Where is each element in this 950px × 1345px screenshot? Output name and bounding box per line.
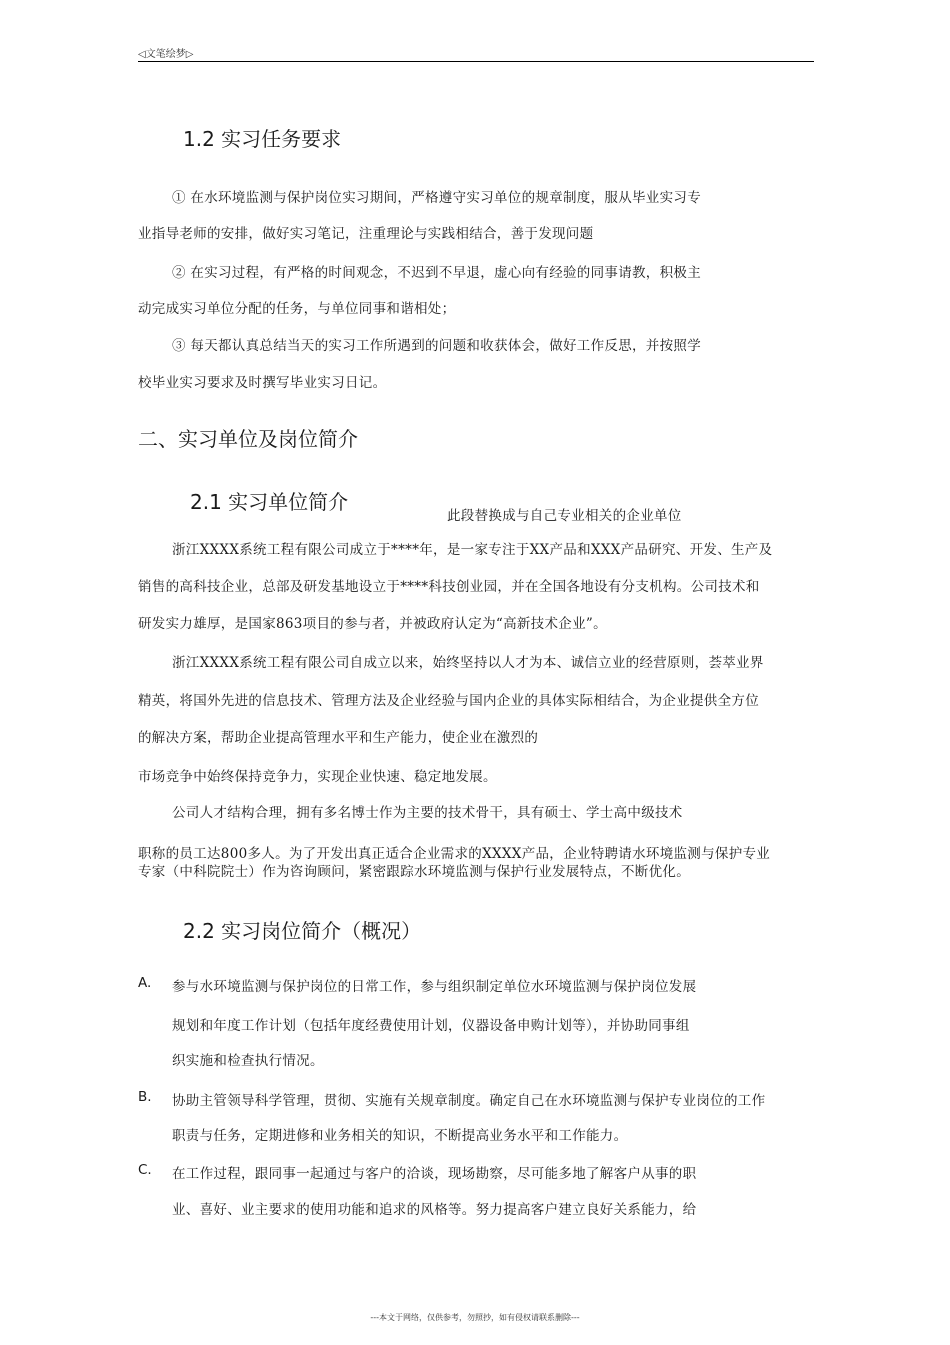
paragraph-line: 业指导老师的安排，做好实习笔记，注重理论与实践相结合，善于发现问题 [138, 226, 594, 242]
section-2-2-heading: 2.2 实习岗位简介（概况） [183, 919, 422, 943]
paragraph-line: 精英，将国外先进的信息技术、管理方法及企业经验与国内企业的具体实际相结合，为企业提供全方位 [138, 693, 759, 709]
footer-disclaimer: ---本文于网络，仅供参考，勿照抄，如有侵权请联系删除--- [370, 1313, 580, 1322]
paragraph-line: 动完成实习单位分配的任务，与单位同事和谐相处； [138, 301, 456, 317]
list-item-line: 协助主管领导科学管理，贯彻、实施有关规章制度。确定自己在水环境监测与保护专业岗位的工作 [172, 1093, 766, 1109]
list-item-line: 业、喜好、业主要求的使用功能和追求的风格等。努力提高客户建立良好关系能力，给 [172, 1202, 697, 1218]
paragraph-line: ③ 每天都认真总结当天的实习工作所遇到的问题和收获体会，做好工作反思，并按照学 [172, 338, 701, 354]
paragraph-line: 校毕业实习要求及时撰写毕业实习日记。 [138, 375, 387, 391]
list-marker: A. [138, 975, 152, 991]
chapter-2-heading: 二、实习单位及岗位简介 [138, 427, 358, 451]
paragraph-line: 研发实力雄厚，是国家863项目的参与者，并被政府认定为“高新技术企业”。 [138, 616, 607, 632]
section-2-1-heading: 2.1 实习单位简介 [190, 490, 349, 514]
paragraph-line: ① 在水环境监测与保护岗位实习期间，严格遵守实习单位的规章制度，服从毕业实习专 [172, 190, 701, 206]
replace-note: 此段替换成与自己专业相关的企业单位 [447, 508, 682, 524]
paragraph-line: ② 在实习过程，有严格的时间观念，不迟到不早退，虚心向有经验的同事请教，积极主 [172, 265, 701, 281]
section-1-2-heading: 1.2 实习任务要求 [183, 127, 342, 151]
list-item-line: 在工作过程，跟同事一起通过与客户的洽谈，现场勘察，尽可能多地了解客户从事的职 [172, 1166, 697, 1182]
list-item-line: 参与水环境监测与保护岗位的日常工作，参与组织制定单位水环境监测与保护岗位发展 [172, 979, 697, 995]
paragraph-line: 销售的高科技企业，总部及研发基地设立于****科技创业园，并在全国各地设有分支机构。公司技术和 [138, 579, 760, 595]
paragraph-line: 浙江XXXX系统工程有限公司成立于****年，是一家专注于XX产品和XXX产品研究、开发、生产及 [172, 542, 773, 558]
list-marker: C. [138, 1162, 152, 1178]
list-item-line: 规划和年度工作计划（包括年度经费使用计划，仪器设备申购计划等），并协助同事组 [172, 1018, 690, 1034]
header-divider [138, 61, 814, 62]
list-item-line: 职责与任务，定期进修和业务相关的知识，不断提高业务水平和工作能力。 [172, 1128, 628, 1144]
list-item-line: 织实施和检查执行情况。 [172, 1053, 324, 1069]
header-label: ◁文笔绘梦▷ [138, 49, 194, 60]
list-marker: B. [138, 1089, 152, 1105]
paragraph-line: 市场竞争中始终保持竞争力，实现企业快速、稳定地发展。 [138, 769, 497, 785]
paragraph-line: 浙江XXXX系统工程有限公司自成立以来，始终坚持以人才为本、诚信立业的经营原则，荟萃业界 [172, 655, 764, 671]
paragraph-line: 公司人才结构合理，拥有多名博士作为主要的技术骨干，具有硕士、学士高中级技术 [172, 805, 683, 821]
paragraph-line: 的解决方案，帮助企业提高管理水平和生产能力，使企业在激烈的 [138, 730, 539, 746]
paragraph-line: 职称的员工达800多人。为了开发出真正适合企业需求的XXXX产品，企业特聘请水环境监测与保护专业 [138, 846, 771, 862]
paragraph-line: 专家（中科院院士）作为咨询顾问，紧密跟踪水环境监测与保护行业发展特点，不断优化。 [138, 864, 690, 880]
